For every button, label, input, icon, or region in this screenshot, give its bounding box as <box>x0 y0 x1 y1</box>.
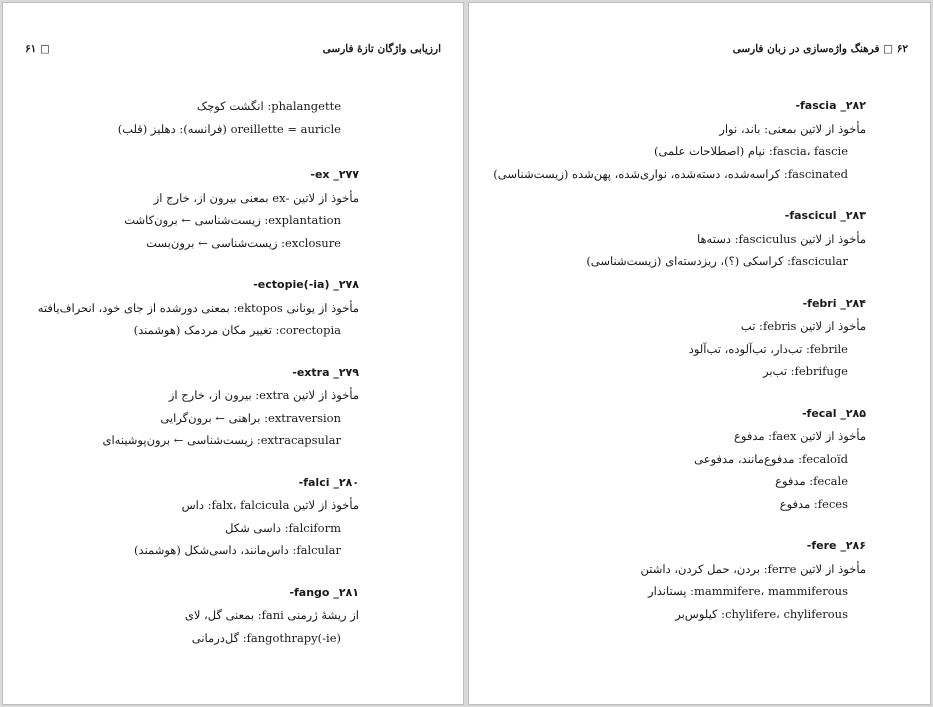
entry-line: explantation: زیست‌شناسی ← برون‌کاشت <box>124 213 341 227</box>
entry-line: مأخوذ از لاتین falx، falcicula: داس <box>181 498 359 512</box>
entry-line: extraversion: براهنی ← برون‌گرایی <box>160 410 341 425</box>
entry-title: ۲۸۱_ fango- <box>289 585 359 599</box>
entry-line: exclosure: زیست‌شناسی ← برون‌بست <box>146 235 341 250</box>
entry-line: fecale: مدفوع <box>775 474 848 488</box>
entry-line: مأخوذ از لاتین febris: تب <box>740 319 866 333</box>
entry-line: oreillette = auricle (فرانسه): دهلیز (قلب) <box>117 121 341 136</box>
entry-line: febrile: تب‌دار، تب‌آلوده، تب‌آلود <box>688 341 848 356</box>
square-icon: □ <box>883 43 894 55</box>
right-page <box>468 2 931 705</box>
page-number: ۶۲ □ فرهنگ واژه‌سازی در زبان فارسی <box>732 43 908 55</box>
entry-line: مأخوذ از لاتین fasciculus: دسته‌ها <box>696 231 866 246</box>
entry-line: febrifuge: تب‌بر <box>762 364 848 378</box>
entries <box>493 95 866 625</box>
entry-line: fascinated: کراسه‌شده، دسته‌شده، نواری‌شده، پهن‌شده (زیست‌شناسی) <box>493 166 848 181</box>
entry-line: مأخوذ از یونانی ektopos: بمعنی دورشده از جای خود، انحراف‌یافته <box>37 300 359 315</box>
entry-line: fangothrapy(-ie): گل‌درمانی <box>191 630 341 645</box>
entry-line: fascicular: کراسکی (؟)، ریزدسته‌ای (زیست‌شناسی) <box>586 254 848 268</box>
entry-title: ۲۸۰_ falci- <box>298 475 359 489</box>
entry-line: chylifere، chyliferous: کیلوس‌بر <box>675 606 848 621</box>
page-header <box>25 43 441 59</box>
entry-title: ۲۷۷_ ex- <box>310 168 359 181</box>
entry-title: ۲۷۸_ ectopie(-ia)- <box>253 278 359 291</box>
entry-line: مأخوذ از لاتین بمعنی: باند، نوار <box>719 121 866 136</box>
entry-line: مأخوذ از لاتین -ex بمعنی بیرون از، خارج از <box>153 190 359 205</box>
entry-line: falciform: داسی شکل <box>225 520 341 535</box>
running-title: ارزیابی واژگان تازۀ فارسی <box>322 43 441 55</box>
page-header <box>491 43 908 59</box>
entry-line: fascia، fascie: نیام (اصطلاحات علمی) <box>653 144 848 158</box>
entry-title: ۲۸۶_ fere- <box>806 539 866 552</box>
page-number: ۶۱ □ <box>25 43 50 55</box>
entry-line: fecaloïd: مدفوع‌مانند، مدفوعی <box>694 451 848 466</box>
entries <box>33 95 359 649</box>
entry-line: extracapsular: زیست‌شناسی ← برون‌پوشینه‌ای <box>102 433 341 447</box>
entry-line: feces: مدفوع <box>779 496 848 511</box>
left-page <box>2 2 464 705</box>
entry-line: مأخوذ از لاتین faex: مدفوع <box>734 429 866 443</box>
entry-line: مأخوذ از لاتین ferre: بردن، حمل کردن، داشتن <box>640 561 866 576</box>
entry-line: phalangette: انگشت کوچک <box>196 99 341 113</box>
entry-line: مأخوذ از لاتین extra: بیرون از، خارج از <box>168 388 359 402</box>
running-title: فرهنگ واژه‌سازی در زبان فارسی <box>732 43 880 55</box>
entry-line: از ریشۀ ژرمنی fani: بمعنی گل، لای <box>184 608 359 622</box>
entry-line: corectopia: تغییر مکان مردمک (هوشمند) <box>133 323 341 337</box>
entry-title: ۲۸۵_ fecal- <box>801 406 866 420</box>
entry-line: falcular: داس‌مانند، داسی‌شکل (هوشمند) <box>134 543 341 557</box>
entry-title: ۲۸۴_ febri- <box>802 296 866 310</box>
entry-line: mammifere، mammiferous: پستاندار <box>648 584 848 598</box>
entry-title: ۲۸۳_ fascicul- <box>784 209 866 222</box>
entry-title: ۲۷۹_ extra- <box>292 365 359 379</box>
entry-title: ۲۸۲_ fascia- <box>795 99 866 112</box>
square-icon: □ <box>39 43 50 55</box>
